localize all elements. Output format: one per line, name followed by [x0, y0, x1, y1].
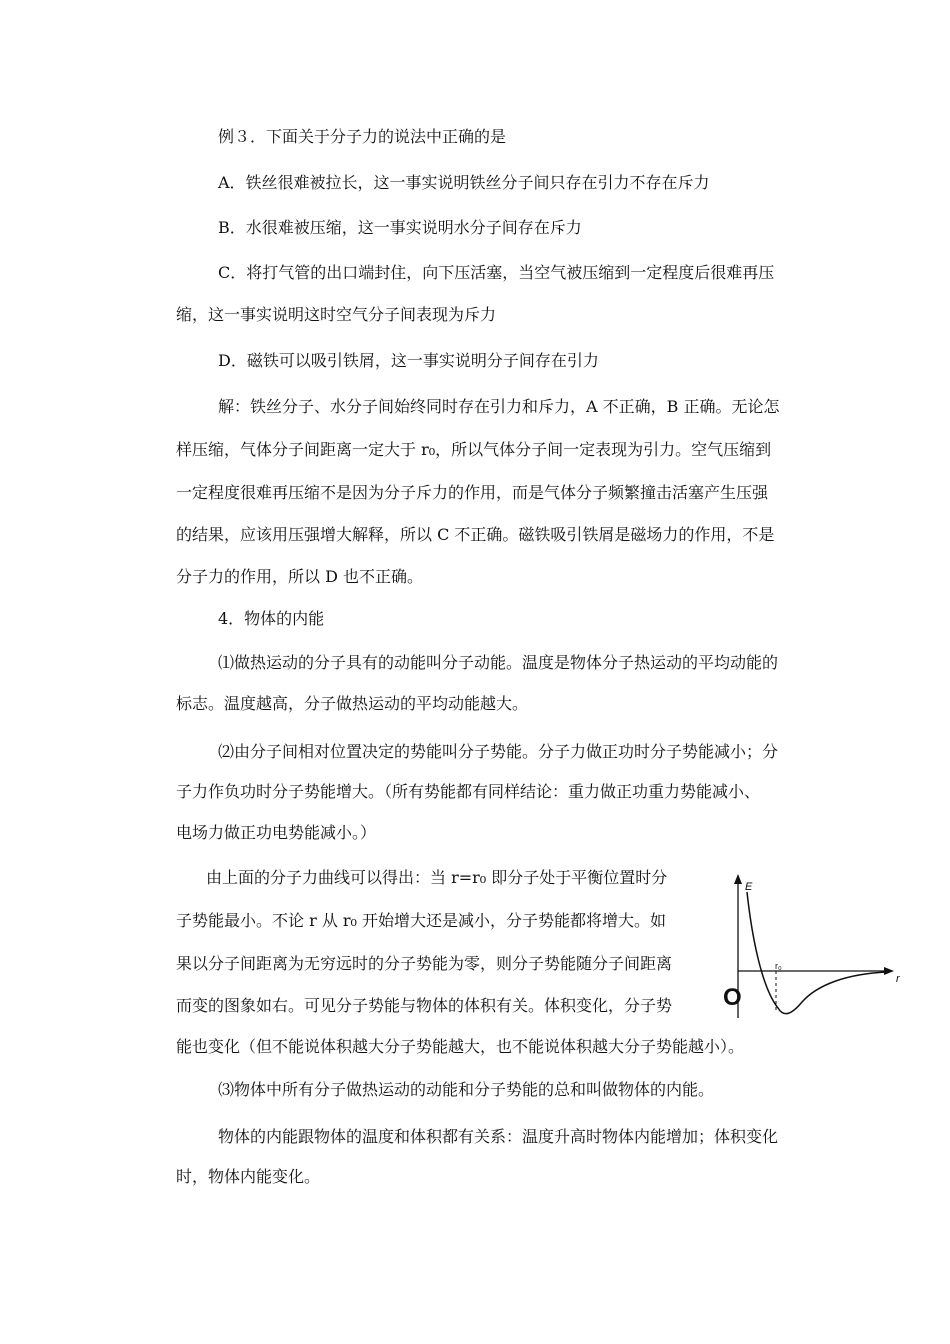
x-axis-arrow	[884, 967, 894, 975]
para-3-line-2: 子势能最小。不论 r 从 r₀ 开始增大还是减小，分子势能都将增大。如	[176, 911, 667, 930]
origin-label: O	[723, 984, 742, 1011]
question-text: 例３．下面关于分子力的说法中正确的是	[218, 127, 507, 146]
para-2-line-1: ⑵由分子间相对位置决定的势能叫分子势能。分子力做正功时分子势能减小；分	[218, 742, 779, 761]
option-b: B．水很难被压缩，这一事实说明水分子间存在斥力	[218, 218, 582, 237]
option-c-line-2: 缩，这一事实说明这时空气分子间表现为斥力	[176, 305, 497, 324]
solution-line-3: 一定程度很难再压缩不是因为分子斥力的作用，而是气体分子频繁撞击活塞产生压强	[176, 483, 769, 502]
y-axis-arrow	[734, 874, 742, 884]
solution-line-5: 分子力的作用，所以 D 也不正确。	[176, 567, 424, 586]
solution-line-4: 的结果，应该用压强增大解释，所以 C 不正确。磁铁吸引铁屑是磁场力的作用，不是	[176, 525, 775, 544]
para-3-line-4: 而变的图象如右。可见分子势能与物体的体积有关。体积变化，分子势	[176, 996, 673, 1015]
solution-line-1: 解：铁丝分子、水分子间始终同时存在引力和斥力，A 不正确，B 正确。无论怎	[218, 397, 780, 416]
para-5-line-2: 时，物体内能变化。	[176, 1167, 321, 1186]
potential-energy-graph	[718, 868, 908, 1028]
option-d: D．磁铁可以吸引铁屑，这一事实说明分子间存在引力	[218, 351, 599, 370]
solution-line-2: 样压缩，气体分子间距离一定大于 r₀，所以气体分子间一定表现为引力。空气压缩到	[176, 440, 772, 459]
para-1-line-1: ⑴做热运动的分子具有的动能叫分子动能。温度是物体分子热运动的平均动能的	[218, 653, 779, 672]
para-1-line-2: 标志。温度越高，分子做热运动的平均动能越大。	[176, 694, 529, 713]
para-2-line-3: 电场力做正功电势能减小。）	[176, 823, 377, 842]
para-3-line-5: 能也变化（但不能说体积越大分子势能越大，也不能说体积越大分子势能越小）。	[176, 1037, 745, 1056]
section-heading: 4．物体的内能	[218, 609, 325, 628]
y-axis-label: E	[745, 881, 753, 893]
para-3-line-3: 果以分子间距离为无穷远时的分子势能为零，则分子势能随分子间距离	[176, 954, 673, 973]
para-3-line-1: 由上面的分子力曲线可以得出：当 r=r₀ 即分子处于平衡位置时分	[206, 868, 668, 887]
x-axis-label: r	[896, 973, 900, 985]
option-a: A．铁丝很难被拉长，这一事实说明铁丝分子间只存在引力不存在斥力	[218, 173, 710, 192]
para-2-line-2: 子力作负功时分子势能增大。（所有势能都有同样结论：重力做正功重力势能减小、	[176, 782, 761, 801]
potential-curve	[747, 892, 886, 1014]
para-4: ⑶物体中所有分子做热运动的动能和分子势能的总和叫做物体的内能。	[218, 1080, 715, 1099]
r0-label: r₀	[775, 961, 782, 971]
para-5-line-1: 物体的内能跟物体的温度和体积都有关系：温度升高时物体内能增加；体积变化	[218, 1127, 779, 1146]
option-c-line-1: C．将打气管的出口端封住，向下压活塞，当空气被压缩到一定程度后很难再压	[218, 263, 775, 282]
